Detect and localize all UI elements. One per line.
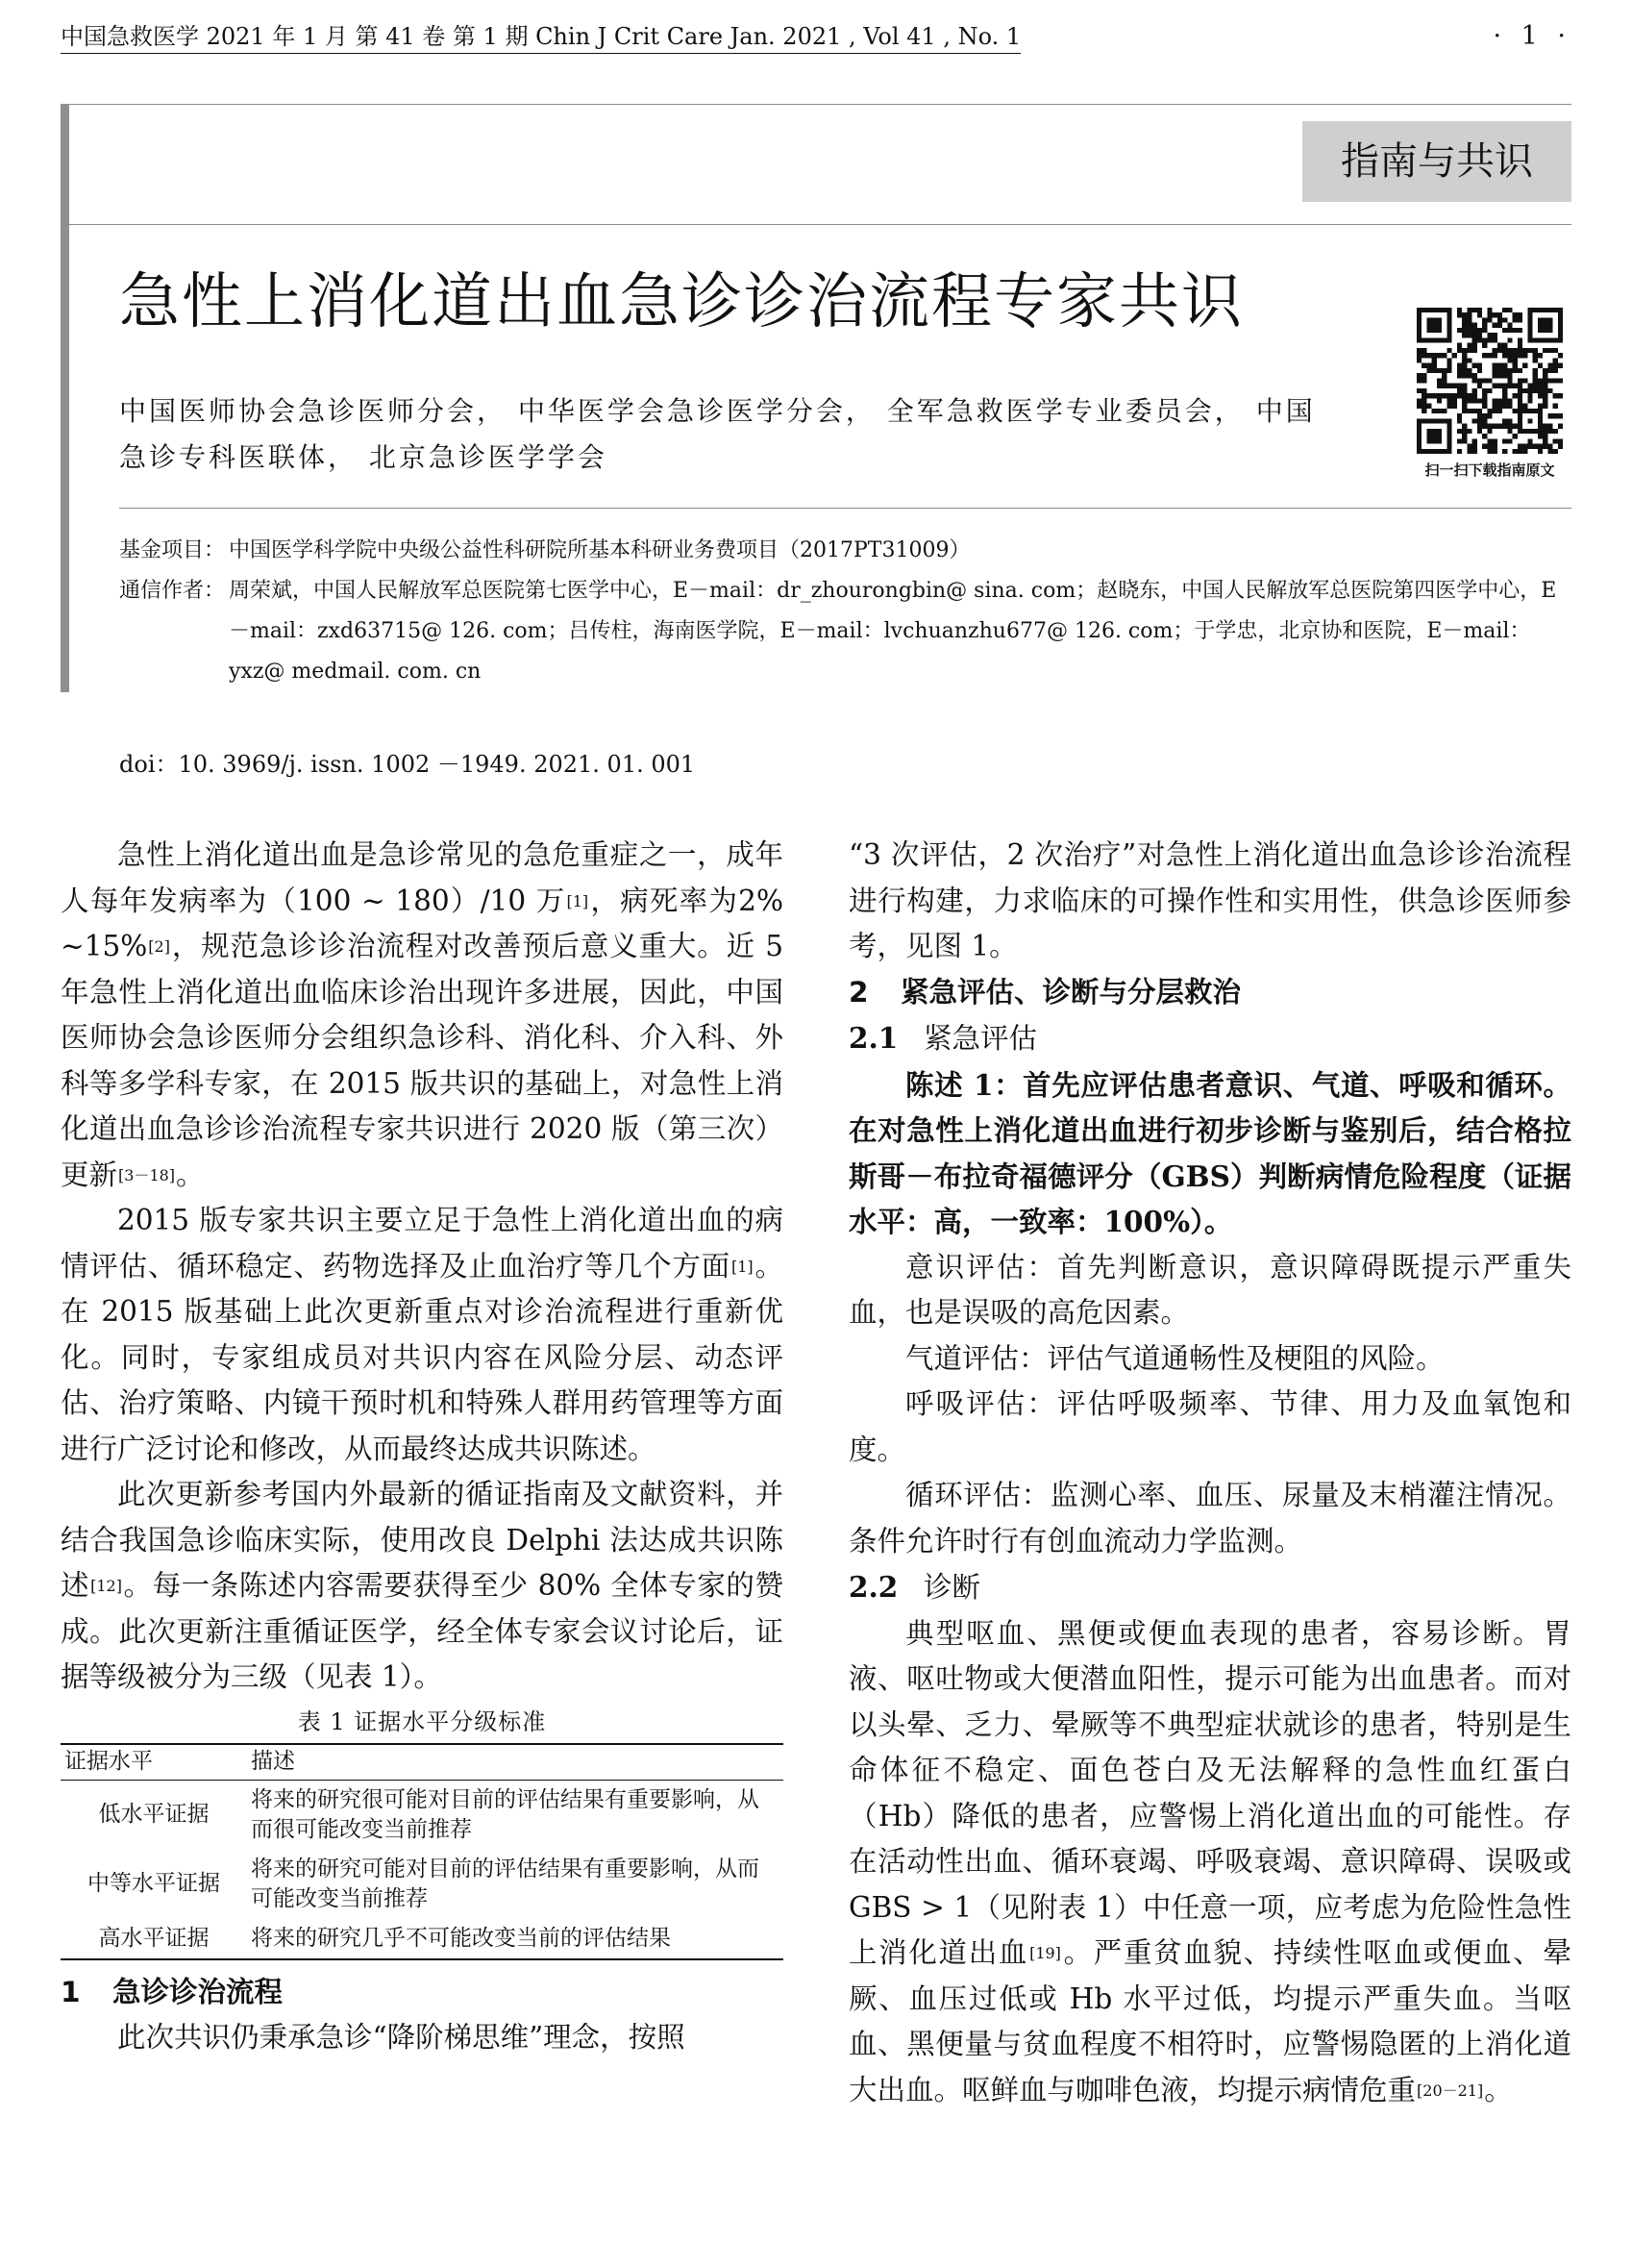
author-list: 中国医师协会急诊医师分会， 中华医学会急诊医学分会， 全军急救医学专业委员会， 中国急诊专科医联体， 北京急诊医学学会 (119, 395, 1316, 473)
page-number: · 1 · (1493, 21, 1571, 51)
paragraph: 此次更新参考国内外最新的循证指南及文献资料，并结合我国急诊临床实际，使用改良 Delphi 法达成共识陈述[12]。每一条陈述内容需要获得至少 80% 全体专家的赞成。此次更新注重循证医学，经全体专家会议讨论后，证据等级被分为三级（见表 1）。 (61, 1478, 783, 1693)
table-cell: 低水平证据 (98, 1802, 210, 1827)
left-accent-bar (61, 104, 69, 692)
paragraph: 循环评估：监测心率、血压、尿量及末梢灌注情况。条件允许时行有创血流动力学监测。 (849, 1479, 1571, 1558)
table-cell: 将来的研究很可能对目前的评估结果有重要影响，从而很可能改变当前推荐 (251, 1786, 759, 1842)
running-header (61, 21, 1571, 52)
citation-ref: [3－18] (118, 1165, 176, 1184)
statement: 陈述 1：首先应评估患者意识、气道、呼吸和循环。在对急性上消化道出血进行初步诊断与鉴别后，结合格拉斯哥－布拉奇福德评分（GBS）判断病情危险程度（证据水平：高，一致率：100%）。 (849, 1067, 1571, 1238)
table-header-row (61, 1744, 783, 1781)
table-cell: 中等水平证据 (87, 1871, 220, 1896)
right-column (849, 833, 1571, 2113)
table-row (61, 1780, 783, 1850)
left-column (61, 833, 783, 2061)
citation-ref: [1] (566, 891, 589, 910)
section-heading (61, 1970, 783, 2016)
fund-label: 基金项目： (119, 538, 226, 562)
header-divider (61, 224, 1571, 225)
section-title: 急诊诊治流程 (112, 1975, 284, 2008)
paragraph: 急性上消化道出血是急诊常见的急危重症之一，成年人每年发病率为（100 ~ 180）/10 万[1]，病死率为2% ~15%[2]，规范急诊诊治流程对改善预后意义重大。近 5 年急性上消化道出血临床诊治出现许多进展，因此，中国医师协会急诊医师分会组织急诊科、消化科、介入科、外科等多学科专家，在 2015 版共识的基础上，对急性上消化道出血急诊诊治流程专家共识进行 2020 版（第三次）更新[3－18]。 (61, 838, 783, 1191)
citation-ref: [19] (1029, 1944, 1061, 1962)
section-number: 1 (61, 1975, 81, 2008)
correspondence-text: 周荣斌，中国人民解放军总医院第七医学中心，E－mail：dr_zhourongbin@ sina. com；赵晓东，中国人民解放军总医院第四医学中心，E－mail：zxd63715@ 126. com；吕传柱，海南医学院，E－mail：lvchuanzhu677@ 126. com；于学忠，北京协和医院，E－mail：yxz@ medmail. com. cn (229, 579, 1557, 684)
correspondence-info (119, 571, 1574, 692)
paragraph: 2015 版专家共识主要立足于急性上消化道出血的病情评估、循环稳定、药物选择及止血治疗等几个方面[1]。在 2015 版基础上此次更新重点对诊治流程进行重新优化。同时，专家组成员对共识内容在风险分层、动态评估、治疗策略、内镜干预时机和特殊人群用药管理等方面进行广泛讨论和修改，从而最终达成共识陈述。 (61, 1204, 783, 1465)
subsection-heading (849, 1564, 1571, 1611)
subsection-title: 紧急评估 (924, 1022, 1038, 1055)
table-caption: 表 1 证据水平分级标准 (297, 1707, 547, 1735)
section-number: 2 (849, 975, 869, 1009)
citation-ref: [2] (148, 937, 170, 956)
paragraph: 气道评估：评估气道通畅性及梗阻的风险。 (905, 1341, 1445, 1375)
qr-block (1413, 308, 1567, 480)
section-heading (849, 970, 1571, 1016)
table-cell: 将来的研究几乎不可能改变当前的评估结果 (251, 1925, 671, 1951)
article-title: 急性上消化道出血急诊诊治流程专家共识 (119, 266, 1244, 336)
section-title: 紧急评估、诊断与分层救治 (901, 975, 1242, 1009)
citation-ref: [20－21] (1417, 2081, 1484, 2100)
subsection-number: 2.2 (849, 1570, 899, 1604)
table-row (61, 1850, 783, 1919)
subsection-heading (849, 1015, 1571, 1062)
qr-code-icon (1417, 308, 1563, 454)
citation-ref: [12] (90, 1577, 122, 1595)
paragraph: “3 次评估，2 次治疗”对急性上消化道出血急诊诊治流程进行构建，力求临床的可操作性和实用性，供急诊医师参考，见图 1。 (849, 838, 1571, 962)
qr-caption: 扫一扫下载指南原文 (1424, 461, 1555, 479)
table-cell: 高水平证据 (98, 1925, 210, 1951)
journal-citation: 中国急救医学 2021 年 1 月 第 41 卷 第 1 期 Chin J Crit Care Jan. 2021 , Vol 41 , No. 1 (61, 21, 1021, 54)
paragraph: 意识评估：首先判断意识，意识障碍既提示严重失血，也是误吸的高危因素。 (849, 1250, 1571, 1329)
paragraph: 此次共识仍秉承急诊“降阶梯思维”理念，按照 (117, 2021, 685, 2054)
subsection-title: 诊断 (924, 1571, 981, 1604)
paragraph: 呼吸评估：评估呼吸频率、节律、用力及血氧饱和度。 (849, 1387, 1571, 1466)
column-label-badge: 指南与共识 (1302, 121, 1571, 202)
correspondence-label: 通信作者： (119, 579, 226, 603)
fund-text: 中国医学科学院中央级公益性科研院所基本科研业务费项目（2017PT31009） (229, 538, 971, 562)
subsection-number: 2.1 (849, 1021, 899, 1055)
evidence-grade-table (61, 1743, 783, 1960)
table-header-cell: 证据水平 (61, 1744, 247, 1781)
fund-info (119, 531, 1574, 571)
citation-ref: [1] (731, 1257, 754, 1276)
top-rule (61, 104, 1571, 105)
paragraph: 典型呕血、黑便或便血表现的患者，容易诊断。胃液、呕吐物或大便潜血阳性，提示可能为出血患者。而对以头晕、乏力、晕厥等不典型症状就诊的患者，特别是生命体征不稳定、面色苍白及无法解释的急性血红蛋白（Hb）降低的患者，应警惕上消化道出血的可能性。存在活动性出血、循环衰竭、呼吸衰竭、意识障碍、误吸或 GBS > 1（见附表 1）中任意一项，应考虑为危险性急性上消化道出血[19]。严重贫血貌、持续性呕血或便血、晕厥、血压过低或 Hb 水平过低，均提示严重失血。当呕血、黑便量与贫血程度不相符时，应警惕隐匿的上消化道大出血。呕鲜血与咖啡色液，均提示病情危重[20－21]。 (849, 1616, 1571, 2106)
doi: doi：10. 3969/j. issn. 1002 －1949. 2021. 01. 001 (119, 751, 696, 778)
table-cell: 将来的研究可能对目前的评估结果有重要影响，从而可能改变当前推荐 (251, 1856, 759, 1911)
table-row (61, 1919, 783, 1959)
table-header-cell: 描述 (247, 1744, 783, 1781)
meta-divider (119, 508, 1571, 509)
